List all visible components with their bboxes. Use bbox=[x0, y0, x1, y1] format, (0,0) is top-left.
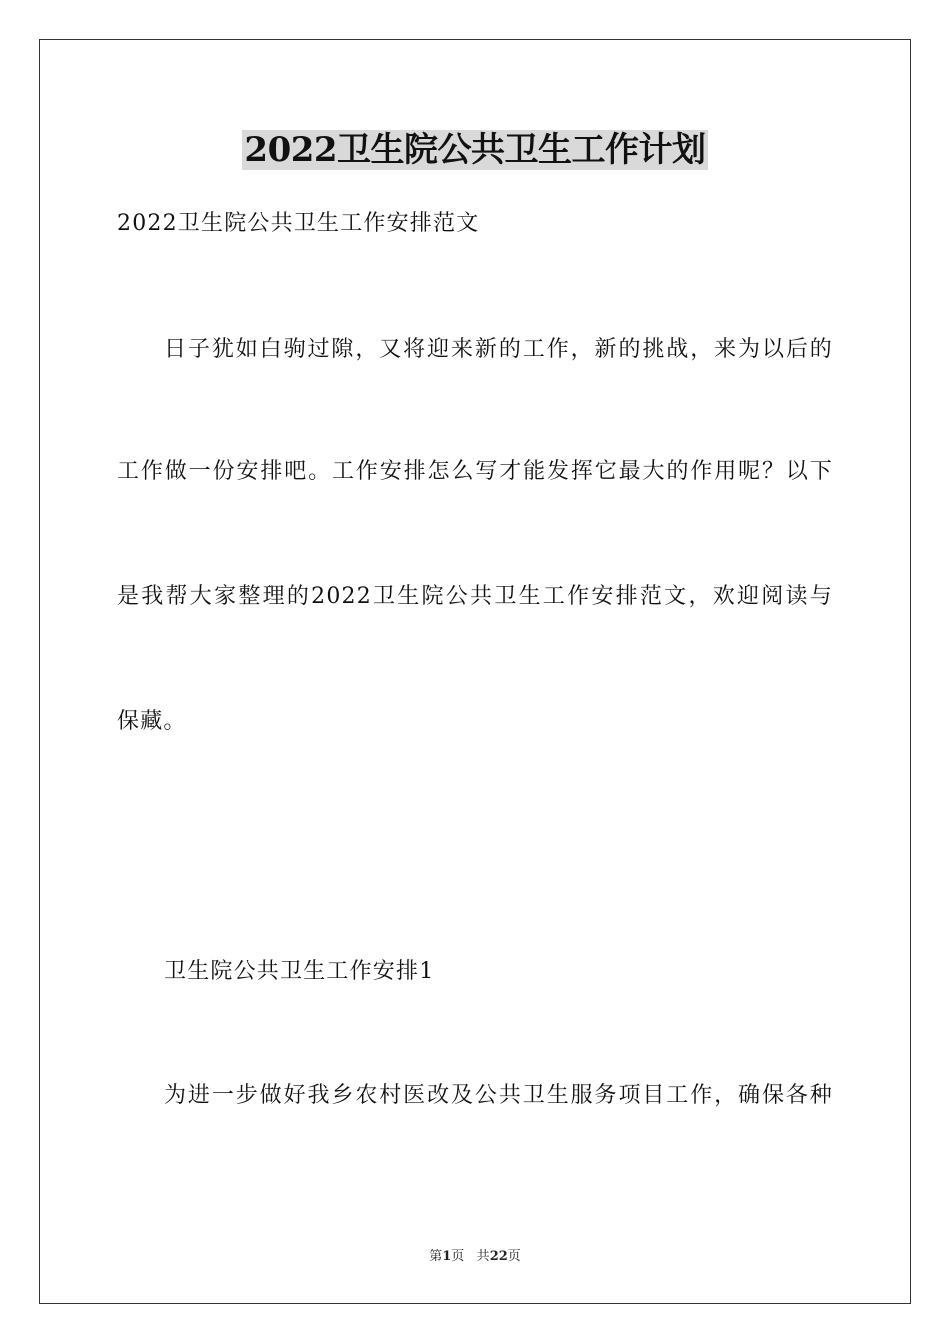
document-title bbox=[0, 128, 950, 172]
footer-page-prefix: 第 bbox=[429, 1249, 443, 1264]
footer-total-pages: 22 bbox=[489, 1249, 508, 1264]
intro-line-2: 工作做一份安排吧。工作安排怎么写才能发挥它最大的作用呢？以下 bbox=[117, 459, 833, 484]
footer-page-suffix: 页 bbox=[451, 1249, 465, 1264]
document-title-text: 2022卫生院公共卫生工作计划 bbox=[244, 130, 706, 170]
intro-line-3: 是我帮大家整理的2022卫生院公共卫生工作安排范文，欢迎阅读与 bbox=[117, 584, 833, 609]
intro-line-4: 保藏。 bbox=[117, 709, 187, 734]
intro-line-1: 日子犹如白驹过隙，又将迎来新的工作，新的挑战，来为以后的 bbox=[164, 337, 833, 362]
page-footer bbox=[0, 1248, 950, 1266]
document-subtitle: 2022卫生院公共卫生工作安排范文 bbox=[117, 211, 480, 236]
footer-page-number: 1 bbox=[442, 1249, 452, 1264]
footer-total-suffix: 页 bbox=[507, 1249, 521, 1264]
section-heading: 卫生院公共卫生工作安排1 bbox=[164, 959, 435, 984]
footer-total-prefix: 共 bbox=[476, 1249, 490, 1264]
body-line-1: 为进一步做好我乡农村医改及公共卫生服务项目工作，确保各种 bbox=[164, 1083, 833, 1108]
